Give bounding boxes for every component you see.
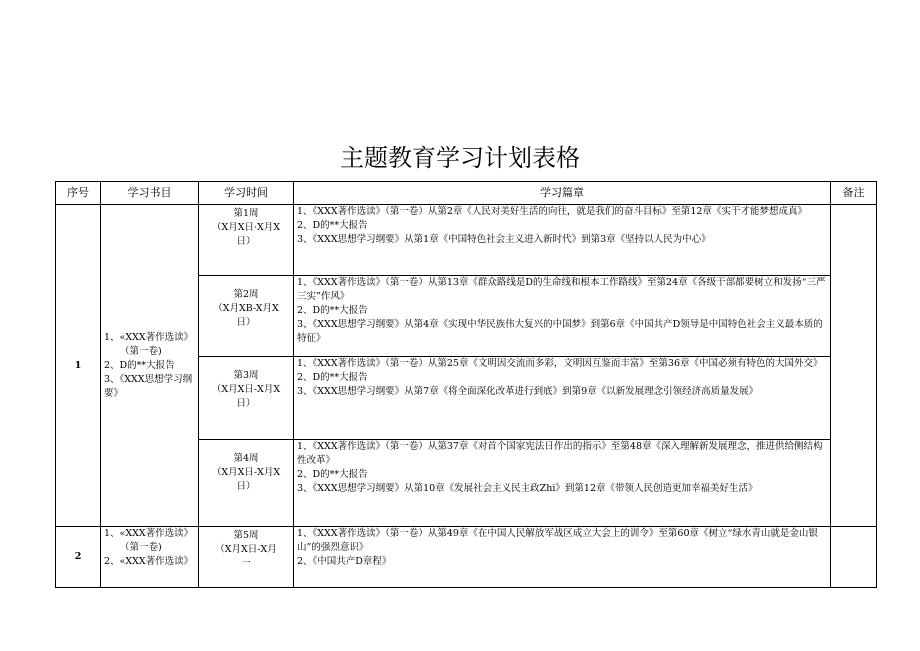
book-item: （第一卷) — [120, 542, 162, 553]
header-no: 序号 — [56, 182, 101, 205]
week-label: 第3周 — [233, 370, 259, 381]
week-range: （X月X日-X月X — [211, 467, 281, 478]
chapter-list — [294, 276, 831, 357]
week-label: 第1周 — [233, 208, 259, 219]
week-range: （X月X日-X月 — [215, 544, 277, 555]
week-time — [199, 527, 294, 588]
note-cell — [831, 205, 877, 527]
header-time: 学习时间 — [199, 182, 294, 205]
book-item: 2、«XXX著作选读》 — [104, 556, 194, 567]
chapter-item: 2、D的**大报告 — [297, 305, 368, 316]
chapter-item: 3、《XXX思想学习纲要》从第10章《发展社会主义民主政Zhi》到第12章《带领人民创造更加幸福美好生活》 — [297, 483, 758, 494]
study-plan-table — [55, 181, 877, 588]
week-time — [199, 357, 294, 440]
chapter-item: 2、D的**大报告 — [297, 220, 368, 231]
week-label: 第5周 — [233, 530, 259, 541]
header-row — [56, 182, 877, 205]
chapter-item: 2、《中国共产D章程》 — [297, 556, 392, 567]
book-item: （第一卷) — [120, 345, 162, 357]
week-time — [199, 440, 294, 527]
chapter-item: 1、《XXX著作选读》（第一卷）从第2章《人民对美好生活的向往，就是我们的奋斗目标》至第12章《实干才能梦想成真》 — [297, 206, 807, 217]
book-list — [101, 205, 199, 527]
week-label: 第2周 — [233, 289, 259, 300]
chapter-list — [294, 205, 831, 276]
book-item: 2、D的**大报告 — [104, 359, 175, 371]
week-range-end: 日） — [236, 398, 256, 409]
chapter-list — [294, 440, 831, 527]
week-range-end: 日） — [236, 481, 256, 492]
chapter-item: 2、D的**大报告 — [297, 469, 368, 480]
chapter-item: 1、《XXX著作选读》（第一卷）从第49章《在中国人民解放军战区成立大会上的训令》至第60章《树立“绿水青山就是金山银山”的强烈意识》 — [297, 528, 818, 553]
book-item: 1、«XXX著作选读》 — [104, 528, 194, 539]
chapter-list — [294, 527, 831, 588]
page-title: 主题教育学习计划表格 — [340, 144, 580, 172]
header-book: 学习书目 — [101, 182, 199, 205]
chapter-item: 2、D的**大报告 — [297, 372, 368, 383]
table-row — [56, 205, 877, 276]
chapter-item: 1、《XXX著作选读》（第一卷）从第25章《文明因交流而多彩，文明因互鉴而丰富》至第36章《中国必须有特色的大国外交》 — [297, 358, 823, 369]
chapter-item: 1、《XXX著作选读》（第一卷）从第13章《群众路线是D的生命线和根本工作路线》至第24章《各级干部都要树立和发扬“三严三实”作风》 — [297, 277, 826, 302]
week-time — [199, 276, 294, 357]
header-article: 学习篇章 — [294, 182, 831, 205]
chapter-item: 1、《XXX著作选读》（第一卷）从第37章《对首个国家宪法日作出的指示》至第48章《深入理解新发展理念，推进供给侧结构性改革》 — [297, 441, 823, 466]
week-range: （X月X日-X月X — [211, 384, 281, 395]
week-time — [199, 205, 294, 276]
chapter-item: 3、《XXX思想学习纲要》从第4章《实现中华民族伟大复兴的中国梦》到第6章《中国共产D领导是中国特色社会主义最本质的特征》 — [297, 319, 823, 344]
chapter-item: 3、《XXX思想学习纲要》从第7章《将全面深化改革进行到底》到第9章《以新发展理念引领经济高质量发展》 — [297, 386, 759, 397]
book-item: 3、《XXX思想学习纲要》 — [104, 373, 193, 399]
week-range: （X月X日·X月X — [211, 222, 281, 233]
chapter-item: 3、《XXX思想学习纲要》从第1章《中国特色社会主义进入新时代》到第3章《坚持以人民为中心》 — [297, 234, 711, 245]
row-number: 2 — [56, 527, 101, 588]
table-row — [56, 527, 877, 588]
week-label: 第4周 — [233, 453, 259, 464]
header-note: 备注 — [831, 182, 877, 205]
week-range: （X月XB-X月X — [213, 303, 279, 314]
week-range-end: 日） — [236, 317, 256, 328]
note-cell — [831, 527, 877, 588]
week-range-end: 一 — [241, 558, 251, 569]
week-range-end: 日） — [236, 236, 256, 247]
book-item: 1、«XXX著作选读》 — [104, 331, 194, 343]
book-list — [101, 527, 199, 588]
chapter-list — [294, 357, 831, 440]
row-number: 1 — [56, 205, 101, 527]
